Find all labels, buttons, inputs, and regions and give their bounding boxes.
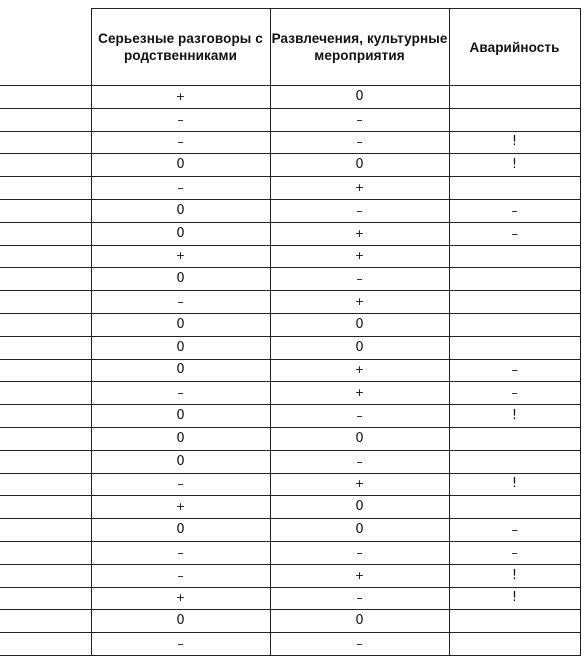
table-body (0, 86, 580, 656)
serious-talks-cell: – (91, 541, 270, 564)
entertainment-cell: 0 (270, 86, 449, 109)
table-row (0, 154, 580, 177)
row-label-cell (0, 199, 91, 222)
accident-rate-cell: – (449, 541, 580, 564)
entertainment-cell: + (270, 222, 449, 245)
table-row (0, 291, 580, 314)
entertainment-cell: – (270, 405, 449, 428)
row-label-cell (0, 610, 91, 633)
accident-rate-cell: – (449, 199, 580, 222)
accident-rate-cell (449, 427, 580, 450)
entertainment-cell: + (270, 382, 449, 405)
serious-talks-cell: 0 (91, 519, 270, 542)
table-row (0, 473, 580, 496)
table-row (0, 496, 580, 519)
entertainment-cell: – (270, 587, 449, 610)
row-label-cell (0, 633, 91, 656)
table-row (0, 564, 580, 587)
serious-talks-cell: 0 (91, 450, 270, 473)
entertainment-cell: 0 (270, 313, 449, 336)
serious-talks-cell: – (91, 291, 270, 314)
row-label-cell (0, 245, 91, 268)
table-header (0, 9, 580, 86)
accident-rate-cell: – (449, 222, 580, 245)
table-row (0, 382, 580, 405)
entertainment-cell: 0 (270, 496, 449, 519)
row-label-cell (0, 313, 91, 336)
header-row (0, 9, 580, 86)
accident-rate-cell: ! (449, 564, 580, 587)
serious-talks-cell: 0 (91, 610, 270, 633)
accident-rate-cell: ! (449, 587, 580, 610)
serious-talks-cell: 0 (91, 405, 270, 428)
serious-talks-cell: – (91, 633, 270, 656)
row-label-cell (0, 405, 91, 428)
serious-talks-cell: + (91, 587, 270, 610)
table-row (0, 222, 580, 245)
serious-talks-cell: – (91, 564, 270, 587)
accident-rate-cell (449, 313, 580, 336)
accident-rate-cell: ! (449, 473, 580, 496)
entertainment-cell: 0 (270, 610, 449, 633)
accident-rate-cell (449, 268, 580, 291)
accident-rate-cell (449, 291, 580, 314)
entertainment-cell: – (270, 450, 449, 473)
accident-rate-cell (449, 336, 580, 359)
entertainment-cell: 0 (270, 427, 449, 450)
accident-rate-cell (449, 177, 580, 200)
table-row (0, 245, 580, 268)
accident-rate-cell: – (449, 382, 580, 405)
entertainment-cell: 0 (270, 519, 449, 542)
serious-talks-cell: + (91, 86, 270, 109)
serious-talks-cell: 0 (91, 313, 270, 336)
header-cell-date (0, 9, 91, 86)
serious-talks-cell: + (91, 245, 270, 268)
row-label-cell (0, 473, 91, 496)
entertainment-cell: 0 (270, 154, 449, 177)
serious-talks-cell: – (91, 108, 270, 131)
serious-talks-cell: – (91, 473, 270, 496)
entertainment-cell: + (270, 359, 449, 382)
entertainment-cell: – (270, 268, 449, 291)
entertainment-cell: + (270, 291, 449, 314)
accident-rate-cell (449, 633, 580, 656)
serious-talks-cell: 0 (91, 222, 270, 245)
table-row (0, 450, 580, 473)
row-label-cell (0, 541, 91, 564)
serious-talks-cell: 0 (91, 154, 270, 177)
header-cell-serious-talks: Серьезные разговоры с родственниками (91, 9, 270, 86)
accident-rate-cell (449, 610, 580, 633)
row-label-cell (0, 86, 91, 109)
header-cell-entertainment: Развлечения, культурные мероприятия (270, 9, 449, 86)
row-label-cell (0, 587, 91, 610)
serious-talks-cell: + (91, 496, 270, 519)
serious-talks-cell: 0 (91, 268, 270, 291)
entertainment-cell: + (270, 245, 449, 268)
serious-talks-cell: 0 (91, 427, 270, 450)
serious-talks-cell: – (91, 177, 270, 200)
entertainment-cell: + (270, 177, 449, 200)
accident-rate-cell (449, 450, 580, 473)
table-row (0, 108, 580, 131)
accident-rate-cell (449, 86, 580, 109)
accident-rate-cell (449, 108, 580, 131)
accident-rate-cell (449, 496, 580, 519)
table-row (0, 359, 580, 382)
entertainment-cell: – (270, 633, 449, 656)
row-label-cell (0, 564, 91, 587)
entertainment-cell: – (270, 108, 449, 131)
table-row (0, 313, 580, 336)
row-label-cell (0, 336, 91, 359)
entertainment-cell: – (270, 131, 449, 154)
table-row (0, 633, 580, 656)
serious-talks-cell: – (91, 131, 270, 154)
serious-talks-cell: 0 (91, 199, 270, 222)
entertainment-cell: – (270, 541, 449, 564)
serious-talks-cell: 0 (91, 359, 270, 382)
table-row (0, 541, 580, 564)
row-label-cell (0, 382, 91, 405)
row-label-cell (0, 222, 91, 245)
table-row (0, 131, 580, 154)
entertainment-cell: – (270, 199, 449, 222)
accident-rate-cell: – (449, 359, 580, 382)
row-label-cell (0, 291, 91, 314)
row-label-cell (0, 131, 91, 154)
entertainment-cell: 0 (270, 336, 449, 359)
table-row (0, 519, 580, 542)
row-label-cell (0, 154, 91, 177)
row-label-cell (0, 519, 91, 542)
row-label-cell (0, 268, 91, 291)
serious-talks-cell: – (91, 382, 270, 405)
forecast-table (0, 8, 581, 656)
table-row (0, 177, 580, 200)
table-row (0, 405, 580, 428)
accident-rate-cell: ! (449, 131, 580, 154)
table-row (0, 336, 580, 359)
serious-talks-cell: 0 (91, 336, 270, 359)
table-row (0, 268, 580, 291)
row-label-cell (0, 108, 91, 131)
forecast-table-container (0, 8, 580, 656)
accident-rate-cell: – (449, 519, 580, 542)
accident-rate-cell: ! (449, 154, 580, 177)
table-row (0, 610, 580, 633)
table-row (0, 199, 580, 222)
table-row (0, 86, 580, 109)
entertainment-cell: + (270, 473, 449, 496)
row-label-cell (0, 359, 91, 382)
header-cell-accident-rate: Аварийность (449, 9, 580, 86)
row-label-cell (0, 450, 91, 473)
row-label-cell (0, 427, 91, 450)
table-row (0, 427, 580, 450)
table-row (0, 587, 580, 610)
accident-rate-cell: ! (449, 405, 580, 428)
accident-rate-cell (449, 245, 580, 268)
entertainment-cell: + (270, 564, 449, 587)
row-label-cell (0, 496, 91, 519)
row-label-cell (0, 177, 91, 200)
